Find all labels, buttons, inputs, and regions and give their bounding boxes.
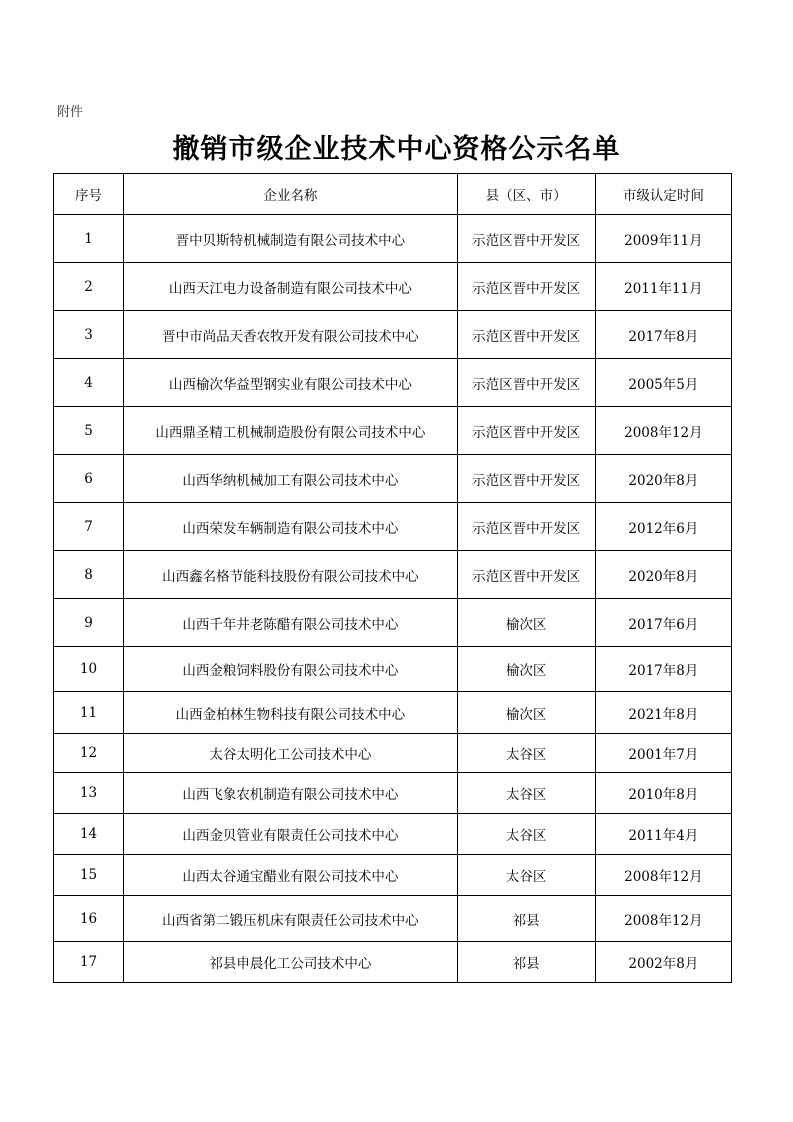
enterprise-table: [53, 173, 732, 983]
enterprise-name-cell: 山西金贝管业有限责任公司技术中心: [124, 814, 457, 855]
table-row: [54, 215, 732, 263]
row-number-cell: 17: [54, 942, 124, 983]
county-cell: 示范区晋中开发区: [457, 455, 595, 503]
county-cell: 示范区晋中开发区: [457, 263, 595, 311]
table-row: [54, 896, 732, 942]
table-row: [54, 773, 732, 814]
column-header-name: 企业名称: [124, 174, 457, 215]
table-row: [54, 942, 732, 983]
enterprise-name-cell: 山西省第二锻压机床有限责任公司技术中心: [124, 896, 457, 942]
certification-time-cell: 2011年11月: [595, 263, 731, 311]
table-row: [54, 359, 732, 407]
county-cell: 太谷区: [457, 814, 595, 855]
attachment-label: 附件: [57, 105, 84, 120]
row-number-cell: 4: [54, 359, 124, 407]
row-number-cell: 13: [54, 773, 124, 814]
row-number-cell: 16: [54, 896, 124, 942]
table-row: [54, 599, 732, 647]
county-cell: 示范区晋中开发区: [457, 359, 595, 407]
certification-time-cell: 2008年12月: [595, 855, 731, 896]
enterprise-name-cell: 山西华纳机械加工有限公司技术中心: [124, 455, 457, 503]
row-number-cell: 14: [54, 814, 124, 855]
certification-time-cell: 2011年4月: [595, 814, 731, 855]
enterprise-name-cell: 太谷太明化工公司技术中心: [124, 734, 457, 773]
county-cell: 太谷区: [457, 734, 595, 773]
certification-time-cell: 2002年8月: [595, 942, 731, 983]
row-number-cell: 10: [54, 647, 124, 692]
county-cell: 示范区晋中开发区: [457, 215, 595, 263]
enterprise-name-cell: 山西千年井老陈醋有限公司技术中心: [124, 599, 457, 647]
enterprise-name-cell: 山西金粮饲料股份有限公司技术中心: [124, 647, 457, 692]
enterprise-name-cell: 山西荣发车辆制造有限公司技术中心: [124, 503, 457, 551]
table-row: [54, 647, 732, 692]
table-row: [54, 734, 732, 773]
certification-time-cell: 2020年8月: [595, 455, 731, 503]
table-row: [54, 455, 732, 503]
certification-time-cell: 2010年8月: [595, 773, 731, 814]
table-header-row: [54, 174, 732, 215]
enterprise-name-cell: 山西天江电力设备制造有限公司技术中心: [124, 263, 457, 311]
county-cell: 榆次区: [457, 647, 595, 692]
certification-time-cell: 2020年8月: [595, 551, 731, 599]
county-cell: 祁县: [457, 942, 595, 983]
county-cell: 祁县: [457, 896, 595, 942]
row-number-cell: 6: [54, 455, 124, 503]
county-cell: 示范区晋中开发区: [457, 503, 595, 551]
enterprise-name-cell: 山西鼎圣精工机械制造股份有限公司技术中心: [124, 407, 457, 455]
certification-time-cell: 2008年12月: [595, 896, 731, 942]
table-row: [54, 692, 732, 734]
certification-time-cell: 2017年8月: [595, 311, 731, 359]
enterprise-name-cell: 山西飞象农机制造有限公司技术中心: [124, 773, 457, 814]
county-cell: 示范区晋中开发区: [457, 407, 595, 455]
enterprise-name-cell: 山西金柏林生物科技有限公司技术中心: [124, 692, 457, 734]
table-row: [54, 503, 732, 551]
enterprise-name-cell: 山西榆次华益型钢实业有限公司技术中心: [124, 359, 457, 407]
row-number-cell: 15: [54, 855, 124, 896]
table-row: [54, 855, 732, 896]
table-body: [54, 215, 732, 983]
row-number-cell: 12: [54, 734, 124, 773]
certification-time-cell: 2021年8月: [595, 692, 731, 734]
column-header-time: 市级认定时间: [595, 174, 731, 215]
row-number-cell: 7: [54, 503, 124, 551]
certification-time-cell: 2009年11月: [595, 215, 731, 263]
row-number-cell: 1: [54, 215, 124, 263]
page-title: 撤销市级企业技术中心资格公示名单: [172, 134, 621, 165]
row-number-cell: 2: [54, 263, 124, 311]
enterprise-name-cell: 晋中市尚品天香农牧开发有限公司技术中心: [124, 311, 457, 359]
county-cell: 榆次区: [457, 692, 595, 734]
column-header-no: 序号: [54, 174, 124, 215]
row-number-cell: 8: [54, 551, 124, 599]
certification-time-cell: 2017年6月: [595, 599, 731, 647]
county-cell: 示范区晋中开发区: [457, 311, 595, 359]
enterprise-name-cell: 晋中贝斯特机械制造有限公司技术中心: [124, 215, 457, 263]
county-cell: 太谷区: [457, 855, 595, 896]
enterprise-name-cell: 山西太谷通宝醋业有限公司技术中心: [124, 855, 457, 896]
table-row: [54, 551, 732, 599]
county-cell: 太谷区: [457, 773, 595, 814]
certification-time-cell: 2001年7月: [595, 734, 731, 773]
county-cell: 榆次区: [457, 599, 595, 647]
row-number-cell: 11: [54, 692, 124, 734]
certification-time-cell: 2008年12月: [595, 407, 731, 455]
certification-time-cell: 2017年8月: [595, 647, 731, 692]
table-row: [54, 263, 732, 311]
row-number-cell: 3: [54, 311, 124, 359]
column-header-county: 县（区、市）: [457, 174, 595, 215]
table-row: [54, 814, 732, 855]
table-row: [54, 407, 732, 455]
county-cell: 示范区晋中开发区: [457, 551, 595, 599]
row-number-cell: 9: [54, 599, 124, 647]
table-row: [54, 311, 732, 359]
enterprise-name-cell: 祁县申晨化工公司技术中心: [124, 942, 457, 983]
row-number-cell: 5: [54, 407, 124, 455]
enterprise-name-cell: 山西鑫名格节能科技股份有限公司技术中心: [124, 551, 457, 599]
certification-time-cell: 2005年5月: [595, 359, 731, 407]
certification-time-cell: 2012年6月: [595, 503, 731, 551]
